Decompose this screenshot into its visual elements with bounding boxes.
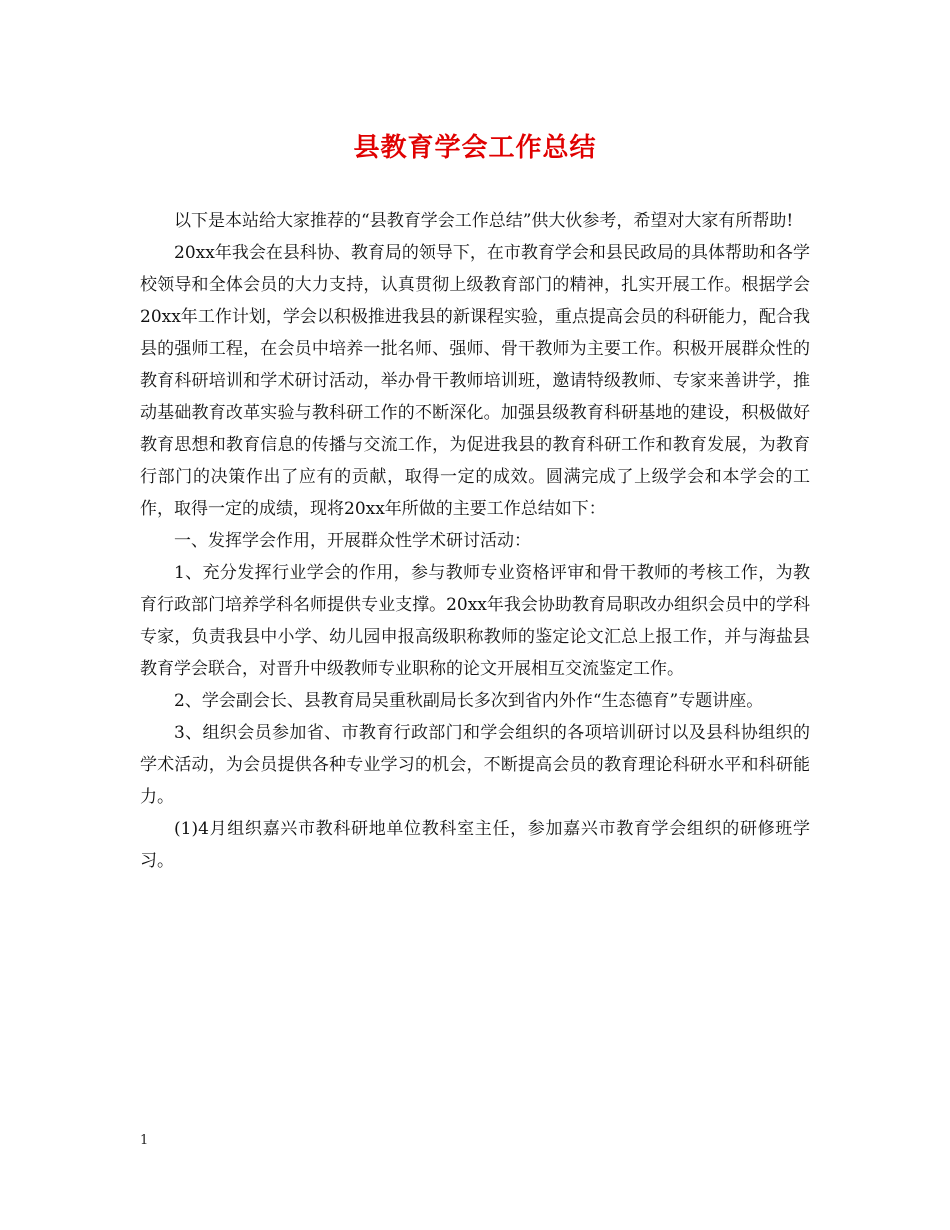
paragraph-item-1: 1、充分发挥行业学会的作用，参与教师专业资格评审和骨干教师的考核工作，为教育行政部门培养学科名师提供专业支撑。20xx年我会协助教育局职改办组织会员中的学科专家，负责我县中小学、幼儿园申报高级职称教师的鉴定论文汇总上报工作，并与海盐县教育学会联合，对晋升中级教师专业职称的论文开展相互交流鉴定工作。: [140, 563, 810, 679]
paragraph-intro: 以下是本站给大家推荐的“县教育学会工作总结”供大伙参考，希望对大家有所帮助!: [174, 211, 794, 231]
paragraph-overview: 20xx年我会在县科协、教育局的领导下，在市教育学会和县民政局的具体帮助和各学校领导和全体会员的大力支持，认真贯彻上级教育部门的精神，扎实开展工作。根据学会20xx年工作计划，学会以积极推进我县的新课程实验，重点提高会员的科研能力，配合我县的强师工程，在会员中培养一批名师、强师、骨干教师为主要工作。积极开展群众性的教育科研培训和学术研讨活动，举办骨干教师培训班，邀请特级教师、专家来善讲学，推动基础教育改革实验与教科研工作的不断深化。加强县级教育科研基地的建设，积极做好教育思想和教育信息的传播与交流工作，为促进我县的教育科研工作和教育发展，为教育行部门的决策作出了应有的贡献，取得一定的成效。圆满完成了上级学会和本学会的工作，取得一定的成绩，现将20xx年所做的主要工作总结如下：: [140, 243, 810, 519]
document-title: 县教育学会工作总结: [353, 133, 597, 163]
section-heading-1: 一、发挥学会作用，开展群众性学术研讨活动：: [174, 531, 531, 551]
paragraph-subitem-1: (1)4月组织嘉兴市教科研地单位教科室主任，参加嘉兴市教育学会组织的研修班学习。: [140, 819, 810, 871]
page-number: 1: [140, 1133, 149, 1148]
paragraph-item-2: 2、学会副会长、县教育局吴重秋副局长多次到省内外作“生态德育”专题讲座。: [174, 691, 764, 711]
document-body: [140, 205, 810, 877]
paragraph-item-3: 3、组织会员参加省、市教育行政部门和学会组织的各项培训研讨以及县科协组织的学术活动，为会员提供各种专业学习的机会，不断提高会员的教育理论科研水平和科研能力。: [140, 723, 810, 807]
